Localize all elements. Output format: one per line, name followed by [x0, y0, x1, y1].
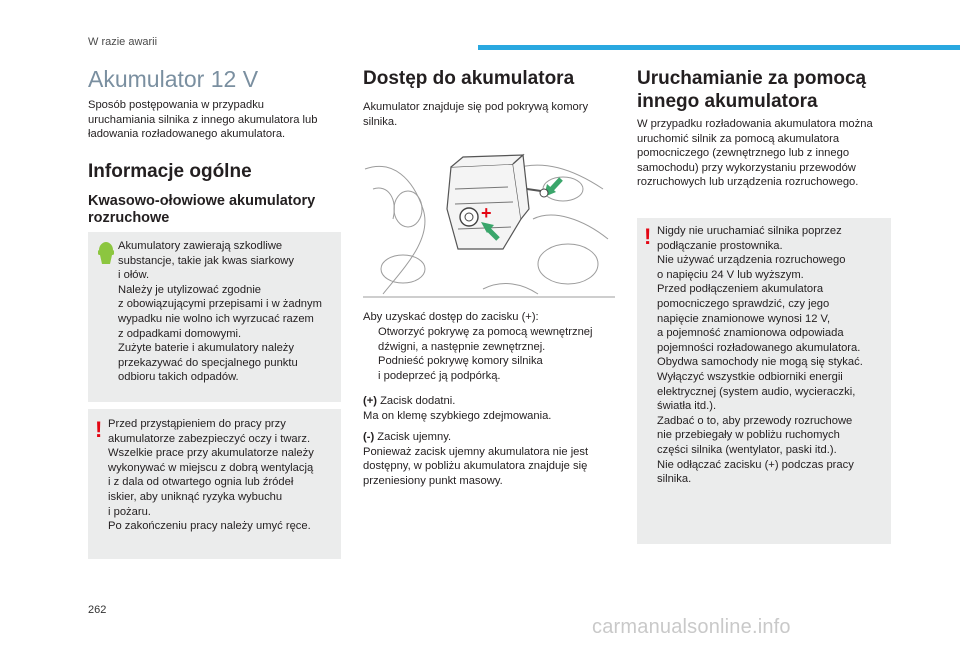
header-accent-bar: [478, 45, 960, 50]
warning-box-safety: [88, 409, 341, 559]
access-intro-text: Akumulator znajduje się pod pokrywą komory silnika.: [363, 101, 589, 128]
heading-battery-access: Dostęp do akumulatora: [363, 68, 575, 89]
negative-description: Zacisk ujemny. Ponieważ zacisk ujemny akumulatora nie jest dostępny, w pobliżu akumulatora znajduje się przeniesiony punkt masowy.: [363, 431, 589, 487]
positive-label: (+): [363, 395, 377, 407]
positive-description: Zacisk dodatni. Ma on klemę szybkiego zdejmowania.: [363, 395, 552, 422]
page-title: Akumulator 12 V: [88, 66, 259, 92]
jump-start-intro: W przypadku rozładowania akumulatora można uruchomić silnik za pomocą akumulatora pomocniczego (zewnętrznego lub z innego samochodu) przy wykorzystaniu przewodów rozruchowych lub urządzenia rozruchowego.: [637, 118, 873, 189]
eco-note-text: Akumulatory zawierają szkodliwe substancje, takie jak kwas siarkowy i ołów. Należy je utylizować zgodnie z obowiązującymi przepisami i w żadnym wypadku nie wolno ich wyrzucać razem z odpadkami domowymi. Zużyte baterie i akumulatory należy przekazywać do specjalnego punktu odbioru takich odpadów.: [118, 240, 322, 384]
eco-note-box: [88, 232, 341, 402]
warning-icon: !: [644, 224, 652, 249]
access-step-1: Otworzyć pokrywę za pomocą wewnętrznej dźwigni, a następnie zewnętrznej.: [378, 326, 593, 353]
bullet-mark: [363, 325, 378, 354]
access-step-2: Podnieść pokrywę komory silnika i podeprzeć ją podpórką.: [378, 355, 543, 382]
warning-jump-start-text: Nigdy nie uruchamiać silnika poprzez podłączanie prostownika. Nie używać urządzenia rozruchowego o napięciu 24 V lub wyższym. Przed podłączeniem akumulatora pomocniczego sprawdzić, czy jego napięcie znamionowe wynosi 12 V, a pojemność znamionowa odpowiada pojemności rozładowanego akumulatora. Obydwa samochody nie mogą się stykać. Wyłączyć wszystkie odbiorniki energii elektrycznej (system audio, wycieraczki, światła itd.). Zadbać o to, aby przewody rozruchowe nie przebiegały w pobliżu ruchomych części silnika (wentylator, paski itd.). Nie odłączać zacisku (+) podczas pracy silnika.: [657, 225, 863, 486]
warning-box-jump-start: [637, 218, 891, 544]
page-number: 262: [88, 604, 107, 616]
warning-safety-text: Przed przystąpieniem do pracy przy akumulatorze zabezpieczyć oczy i twarz. Wszelkie prace przy akumulatorze należy wykonywać w miejscu z dobrą wentylacją i z dala od otwartego ognia lub źródeł iskier, aby uniknąć ryzyka wybuchu i pożaru. Po zakończeniu pracy należy umyć ręce.: [108, 418, 314, 533]
negative-label: (-): [363, 431, 375, 443]
heading-jump-start: Uruchamianie za pomocą innego akumulatora: [637, 68, 867, 112]
engine-bay-illustration: [363, 149, 615, 299]
positive-terminal-text: [363, 394, 625, 423]
access-steps: [363, 325, 625, 383]
list-item: [363, 354, 625, 383]
warning-icon: !: [95, 417, 103, 442]
access-lead-text: Aby uzyskać dostęp do zacisku (+):: [363, 311, 539, 323]
list-item: [363, 325, 625, 354]
heading-lead-acid: Kwasowo-ołowiowe akumulatory rozruchowe: [88, 193, 316, 226]
watermark: carmanualsonline.info: [592, 616, 791, 638]
intro-text: Sposób postępowania w przypadku uruchamiania silnika z innego akumulatora lub ładowania rozładowanego akumulatora.: [88, 99, 318, 141]
figure-plus-label: +: [481, 203, 492, 223]
section-title: W razie awarii: [88, 36, 158, 48]
heading-general-info: Informacje ogólne: [88, 161, 252, 182]
recycle-hand-icon: [95, 239, 117, 265]
bullet-mark: [363, 354, 378, 383]
negative-terminal-text: [363, 430, 625, 488]
